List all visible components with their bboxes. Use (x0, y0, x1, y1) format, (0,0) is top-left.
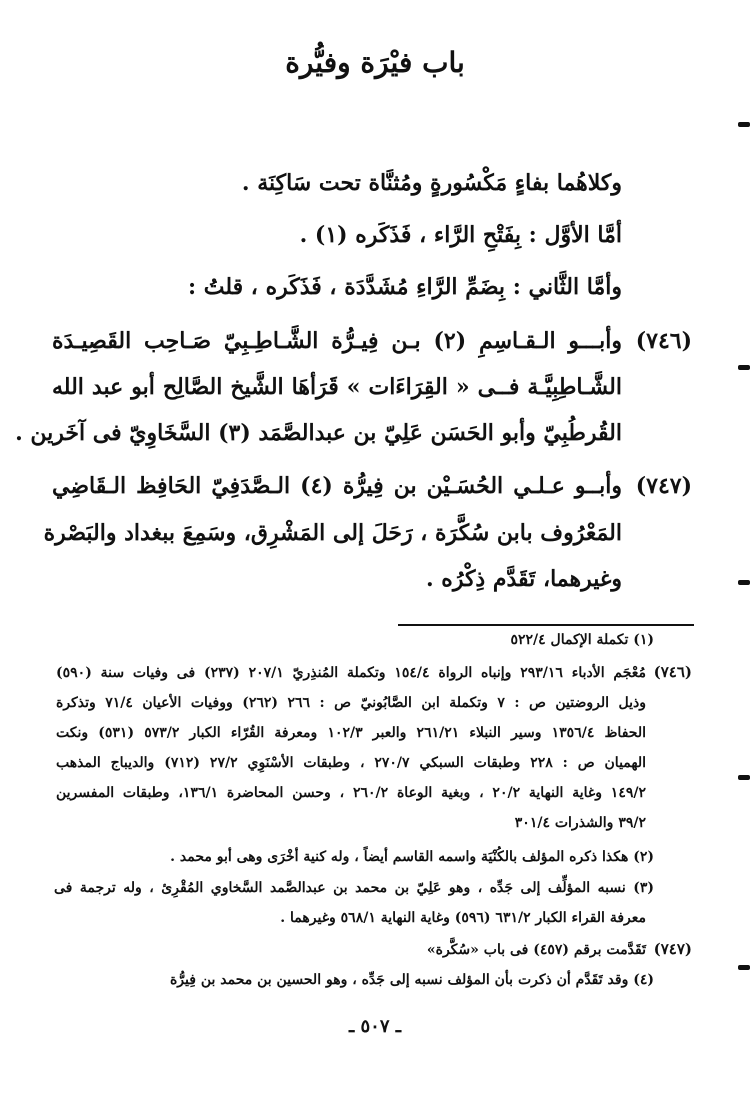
scan-edge-mark (738, 965, 750, 970)
intro-line-3: وأمَّا الثَّاني : بِضَمِّ الرَّاءِ مُشَدَّدَة ، فَذَكَره ، قلتُ : (187, 274, 622, 300)
footnote-3-line: معرفة القراء الكبار ٦٣١/٢ (٥٩٦) وغاية النهاية ٥٦٨/١ وغيرهما . (280, 910, 646, 926)
entry-line: وأبـــو الـقـاسِمِ (٢) بـن فِيـرُّة الشَّـاطِـبِيّ صَـاحِب القَصِيـدَة (52, 328, 622, 354)
entry-line: الشَّـاطِبِيَّـة فــى « القِرَاءَات » قَرَأهَا الشَّيخ الصَّالِح أبو عبد الله (52, 374, 622, 400)
scan-edge-mark (738, 580, 750, 585)
scan-edge-mark (738, 122, 750, 127)
entry-number: (٧٤٦) (635, 328, 692, 354)
footnote-line: الحفاظ ١٣٥٦/٤ وسير النبلاء ٢٦١/٢١ والعبر ١٠٢/٣ ومعرفة القُرّاء الكبار ٥٧٣/٢ (٥٣١) ونكت (56, 725, 646, 741)
entry-line: المَعْرُوف بابن سُكَّرَة ، رَحَلَ إلى المَشْرِق، وسَمِعَ ببغداد والبَصْرة (43, 520, 622, 546)
entry-line: القُرطُبِيّ وأبو الحَسَن عَلِيّ بن عبدالصَّمَد (٣) السَّخَاوِيّ فى آخَرين . (15, 420, 622, 446)
footnote-3-line: (٣) نسبه المؤلِّف إلى جَدِّه ، وهو عَلِيّ بن محمد بن عبدالصَّمد السَّخاوي المُقْرِئ ، وله ترجمة فى (54, 880, 654, 896)
entry-line: وغيرهما، تَقَدَّم ذِكْرُه . (425, 566, 622, 592)
entry-number: (٧٤٧) (635, 473, 692, 499)
page-title: باب فيْرَة وفيُّرة (285, 46, 465, 79)
footnote-747: تَقَدَّمت برقم (٤٥٧) فى باب «سُكَّرة» (426, 942, 646, 958)
footnote-line: ١٤٩/٢ وغاية النهاية ٢٠/٢ ، وبغية الوعاة ٢٦٠/٢ ، وحسن المحاضرة ١٣٦/١، وطبقات المفسرين (56, 785, 646, 801)
footnote-entry-number: (٧٤٦) (653, 663, 692, 681)
scan-edge-mark (738, 365, 750, 370)
scan-edge-mark (738, 775, 750, 780)
footnote-line: ٣٩/٢ والشذرات ٣٠١/٤ (514, 815, 646, 831)
footnote-line: الهميان ص : ٢٢٨ وطبقات السبكي ٢٧٠/٧ ، وطبقات الأسْنَوِي ٢٧/٢ (٧١٢) والديباج المذهب (56, 755, 646, 771)
footnote-2: (٢) هكذا ذكره المؤلف بالكُنْيَة واسمه القاسم أيضاً ، وله كنية أخْرَى وهى أبو محمد . (170, 849, 654, 865)
entry-line: وأبــو عـلـي الحُسَـيْن بن فِيرُّة (٤) الـصَّدَفِيّ الحَافِظ الـقَاضِي (52, 473, 623, 499)
intro-line-1: وكلاهُما بفاءٍ مَكْسُورةٍ ومُثنَّاة تحت سَاكِنَة . (241, 170, 622, 196)
footnote-1: (١) تكملة الإكمال ٥٢٢/٤ (510, 632, 654, 648)
intro-line-2: أمَّا الأوَّل : بِفَتْحِ الرَّاء ، فَذَكَره (١) . (299, 222, 622, 248)
footnote-line: وذيل الروضتين ص : ٧ وتكملة ابن الصَّابُونيّ ص : ٢٦٦ (٢٦٢) ووفيات الأعيان ٧١/٤ وتذكرة (56, 695, 647, 711)
footnote-4: (٤) وقد تَقَدَّم أن ذكرت بأن المؤلف نسبه إلى جَدِّه ، وهو الحسين بن محمد بن فِيرُّة (169, 972, 654, 988)
footnote-entry-number: (٧٤٧) (653, 940, 692, 958)
footnote-rule (398, 624, 694, 626)
footnote-line: مُعْجَم الأدباء ٢٩٣/١٦ وإنباه الرواة ١٥٤/٤ وتكملة المُنذِريّ ٢٠٧/١ (٢٣٧) فى وفيات سنة (٥٩٠) (56, 665, 646, 681)
page-number: ـ ٥٠٧ ـ (348, 1016, 402, 1037)
